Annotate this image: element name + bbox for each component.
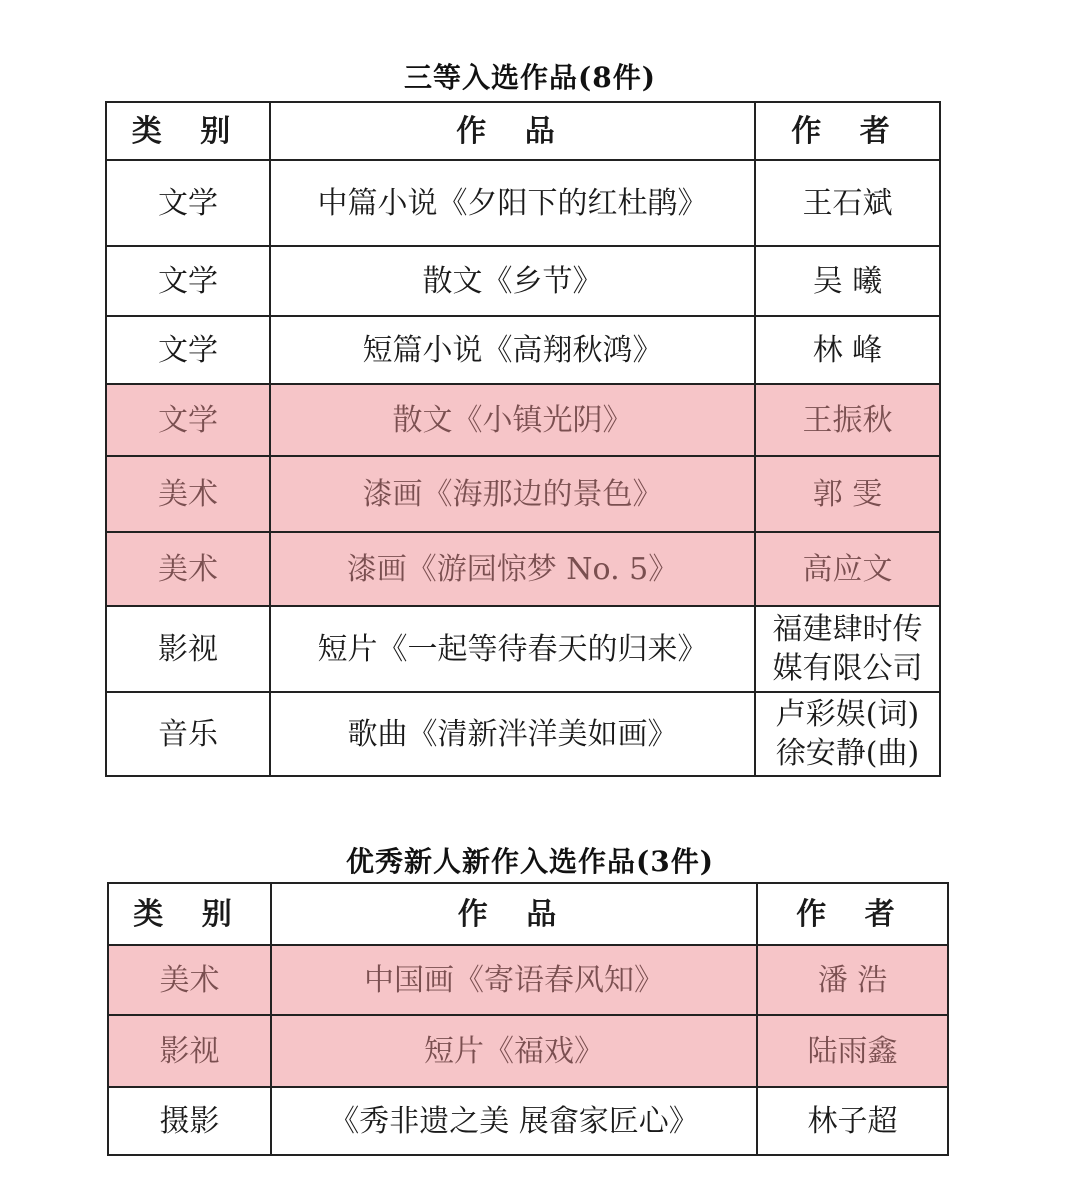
table2-title: 优秀新人新作入选作品(3件): [346, 845, 714, 878]
author-line: 媒有限公司: [772, 651, 923, 686]
table-row: [108, 1087, 948, 1155]
table-row-highlighted: [108, 945, 948, 1015]
cell-work: 短片《福戏》: [271, 1015, 757, 1087]
cell-work: 短篇小说《高翔秋鸿》: [270, 316, 755, 384]
table1: [105, 101, 941, 777]
cell-category: 美术: [106, 456, 270, 532]
header-author: 作 者: [757, 883, 948, 945]
cell-category: 美术: [106, 532, 270, 606]
cell-author: 郭 雯: [755, 456, 940, 532]
cell-category: 摄影: [108, 1087, 271, 1155]
cell-work: 中国画《寄语春风知》: [271, 945, 757, 1015]
cell-work: 漆画《海那边的景色》: [270, 456, 755, 532]
cell-author: 林子超: [757, 1087, 948, 1155]
table-row: [106, 606, 940, 692]
author-line: 卢彩娱(词): [775, 697, 920, 732]
cell-category: 美术: [108, 945, 271, 1015]
table-row: [106, 316, 940, 384]
table-row-highlighted: [106, 456, 940, 532]
cell-work: 漆画《游园惊梦 No. 5》: [270, 532, 755, 606]
cell-work: 中篇小说《夕阳下的红杜鹃》: [270, 160, 755, 246]
cell-category: 文学: [106, 316, 270, 384]
cell-category: 文学: [106, 384, 270, 456]
cell-author: 陆雨鑫: [757, 1015, 948, 1087]
table1-title: 三等入选作品(8件): [404, 61, 656, 94]
cell-category: 音乐: [106, 692, 270, 776]
cell-author: [755, 606, 940, 692]
cell-work: 歌曲《清新泮洋美如画》: [270, 692, 755, 776]
table1-header-row: [106, 102, 940, 160]
cell-category: 文学: [106, 160, 270, 246]
cell-work: 短片《一起等待春天的归来》: [270, 606, 755, 692]
cell-work: 散文《乡节》: [270, 246, 755, 316]
table-row: [106, 160, 940, 246]
header-category: 类 别: [108, 883, 271, 945]
header-author: 作 者: [755, 102, 940, 160]
cell-work: 《秀非遗之美 展畲家匠心》: [271, 1087, 757, 1155]
table-row-highlighted: [108, 1015, 948, 1087]
table2-header-row: [108, 883, 948, 945]
cell-author: 林 峰: [755, 316, 940, 384]
table-row-highlighted: [106, 384, 940, 456]
header-work: 作 品: [270, 102, 755, 160]
cell-author: 高应文: [755, 532, 940, 606]
cell-author: 吴 曦: [755, 246, 940, 316]
header-category: 类 别: [106, 102, 270, 160]
cell-author: 潘 浩: [757, 945, 948, 1015]
cell-author: 王石斌: [755, 160, 940, 246]
header-work: 作 品: [271, 883, 757, 945]
cell-author: 王振秋: [755, 384, 940, 456]
table2: [107, 882, 949, 1156]
author-line: 徐安静(曲): [775, 736, 920, 771]
cell-category: 影视: [108, 1015, 271, 1087]
table-row: [106, 246, 940, 316]
cell-work: 散文《小镇光阴》: [270, 384, 755, 456]
cell-category: 文学: [106, 246, 270, 316]
cell-author: [755, 692, 940, 776]
author-line: 福建肆时传: [772, 612, 923, 647]
cell-category: 影视: [106, 606, 270, 692]
table-row: [106, 692, 940, 776]
table-row-highlighted: [106, 532, 940, 606]
